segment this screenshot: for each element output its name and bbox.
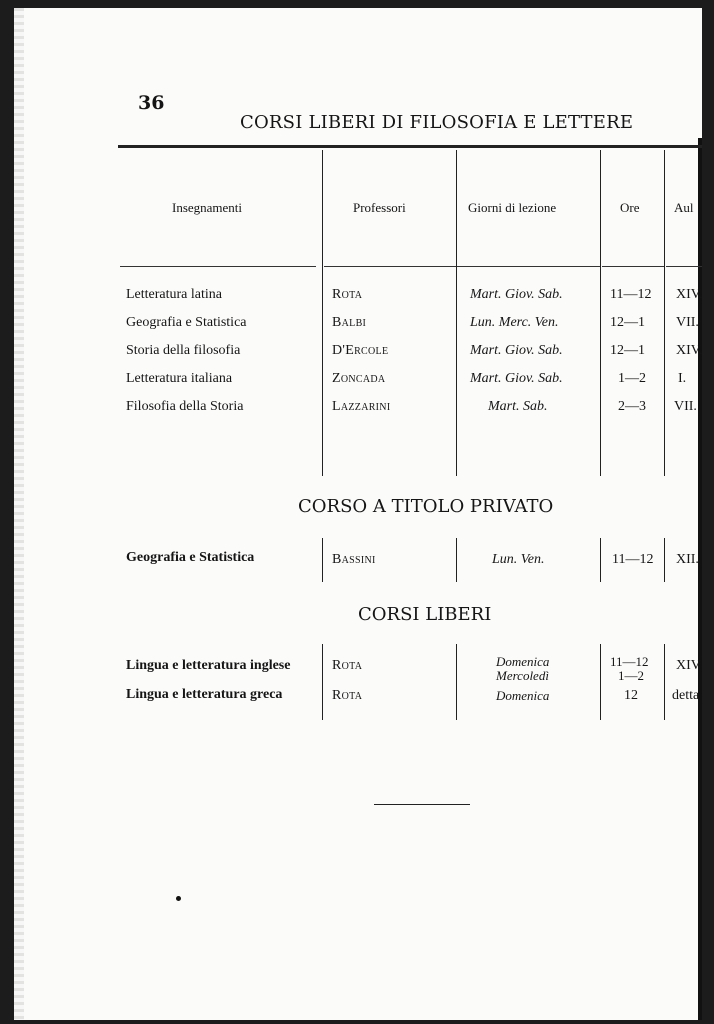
end-rule — [374, 804, 470, 805]
hours-cell: 12 — [624, 688, 638, 703]
room-cell: XIV. — [676, 343, 703, 358]
header-rule-1 — [120, 266, 316, 267]
course-cell: Geografia e Statistica — [126, 550, 255, 565]
professor-cell: Rota — [332, 658, 363, 673]
section-title-private: CORSO A TITOLO PRIVATO — [298, 496, 554, 517]
room-cell: XIV — [676, 658, 701, 673]
column-line — [600, 538, 601, 582]
course-cell: Storia della filosofia — [126, 343, 241, 358]
header-aula: Aul — [674, 200, 694, 215]
course-cell: Letteratura italiana — [126, 371, 233, 386]
professor-cell: Lazzarini — [332, 399, 391, 414]
days-cell: Mart. Giov. Sab. — [470, 343, 563, 358]
professor-cell: D'Ercole — [332, 343, 389, 358]
column-line — [664, 538, 665, 582]
header-rule-4 — [602, 266, 664, 267]
room-cell: XIV. — [676, 287, 703, 302]
course-cell: Geografia e Statistica — [126, 315, 247, 330]
header-giorni: Giorni di lezione — [468, 200, 557, 215]
column-line — [456, 150, 457, 476]
days-cell: Mart. Sab. — [488, 399, 548, 414]
professor-cell: Bassini — [332, 552, 376, 567]
hours-cell: 2—3 — [618, 399, 646, 414]
days-cell: Domenica — [496, 688, 550, 703]
column-line — [600, 644, 601, 720]
days-cell: Mart. Giov. Sab. — [470, 371, 563, 386]
header-insegnamenti: Insegnamenti — [172, 200, 243, 215]
room-cell: XII. — [676, 552, 699, 567]
header-rule-5 — [666, 266, 702, 267]
course-cell: Lingua e letteratura greca — [126, 687, 283, 702]
document-page — [14, 8, 702, 1020]
column-line — [456, 538, 457, 582]
page-number: 36 — [138, 92, 165, 114]
professor-cell: Zoncada — [332, 371, 386, 386]
section-title-free: CORSI LIBERI — [358, 604, 492, 625]
hours-cell: 1—2 — [618, 668, 644, 683]
column-line — [600, 150, 601, 476]
days-cell: Domenica — [496, 654, 550, 669]
header-professori: Professori — [353, 200, 406, 215]
course-cell: Filosofia della Storia — [126, 399, 244, 414]
room-cell: I. — [678, 371, 687, 386]
room-cell: VII. — [676, 315, 699, 330]
header-rule-3 — [460, 266, 600, 267]
days-cell: Mart. Giov. Sab. — [470, 287, 563, 302]
title-rule — [118, 145, 702, 148]
hours-cell: 1—2 — [618, 371, 646, 386]
column-line — [664, 644, 665, 720]
column-line — [322, 150, 323, 476]
column-line — [322, 644, 323, 720]
days-cell: Mercoledì — [496, 668, 549, 683]
professor-cell: Balbi — [332, 315, 367, 330]
room-cell: VII. — [674, 399, 697, 414]
binding-edge — [14, 8, 24, 1020]
column-line — [322, 538, 323, 582]
room-cell: detta — [672, 688, 700, 703]
column-line — [664, 150, 665, 476]
column-line — [456, 644, 457, 720]
ink-speck — [176, 896, 181, 901]
hours-cell: 11—12 — [612, 552, 654, 567]
course-cell: Letteratura latina — [126, 287, 222, 302]
professor-cell: Rota — [332, 688, 363, 703]
course-cell: Lingua e letteratura inglese — [126, 658, 291, 673]
hours-cell: 11—12 — [610, 654, 649, 669]
hours-cell: 11—12 — [610, 287, 652, 302]
professor-cell: Rota — [332, 287, 363, 302]
header-rule-2 — [324, 266, 462, 267]
page-title: CORSI LIBERI DI FILOSOFIA E LETTERE — [240, 112, 634, 133]
header-ore: Ore — [620, 200, 640, 215]
hours-cell: 12—1 — [610, 315, 645, 330]
days-cell: Lun. Merc. Ven. — [470, 315, 559, 330]
page-shadow-edge — [698, 138, 702, 1020]
days-cell: Lun. Ven. — [492, 552, 545, 567]
hours-cell: 12—1 — [610, 343, 645, 358]
